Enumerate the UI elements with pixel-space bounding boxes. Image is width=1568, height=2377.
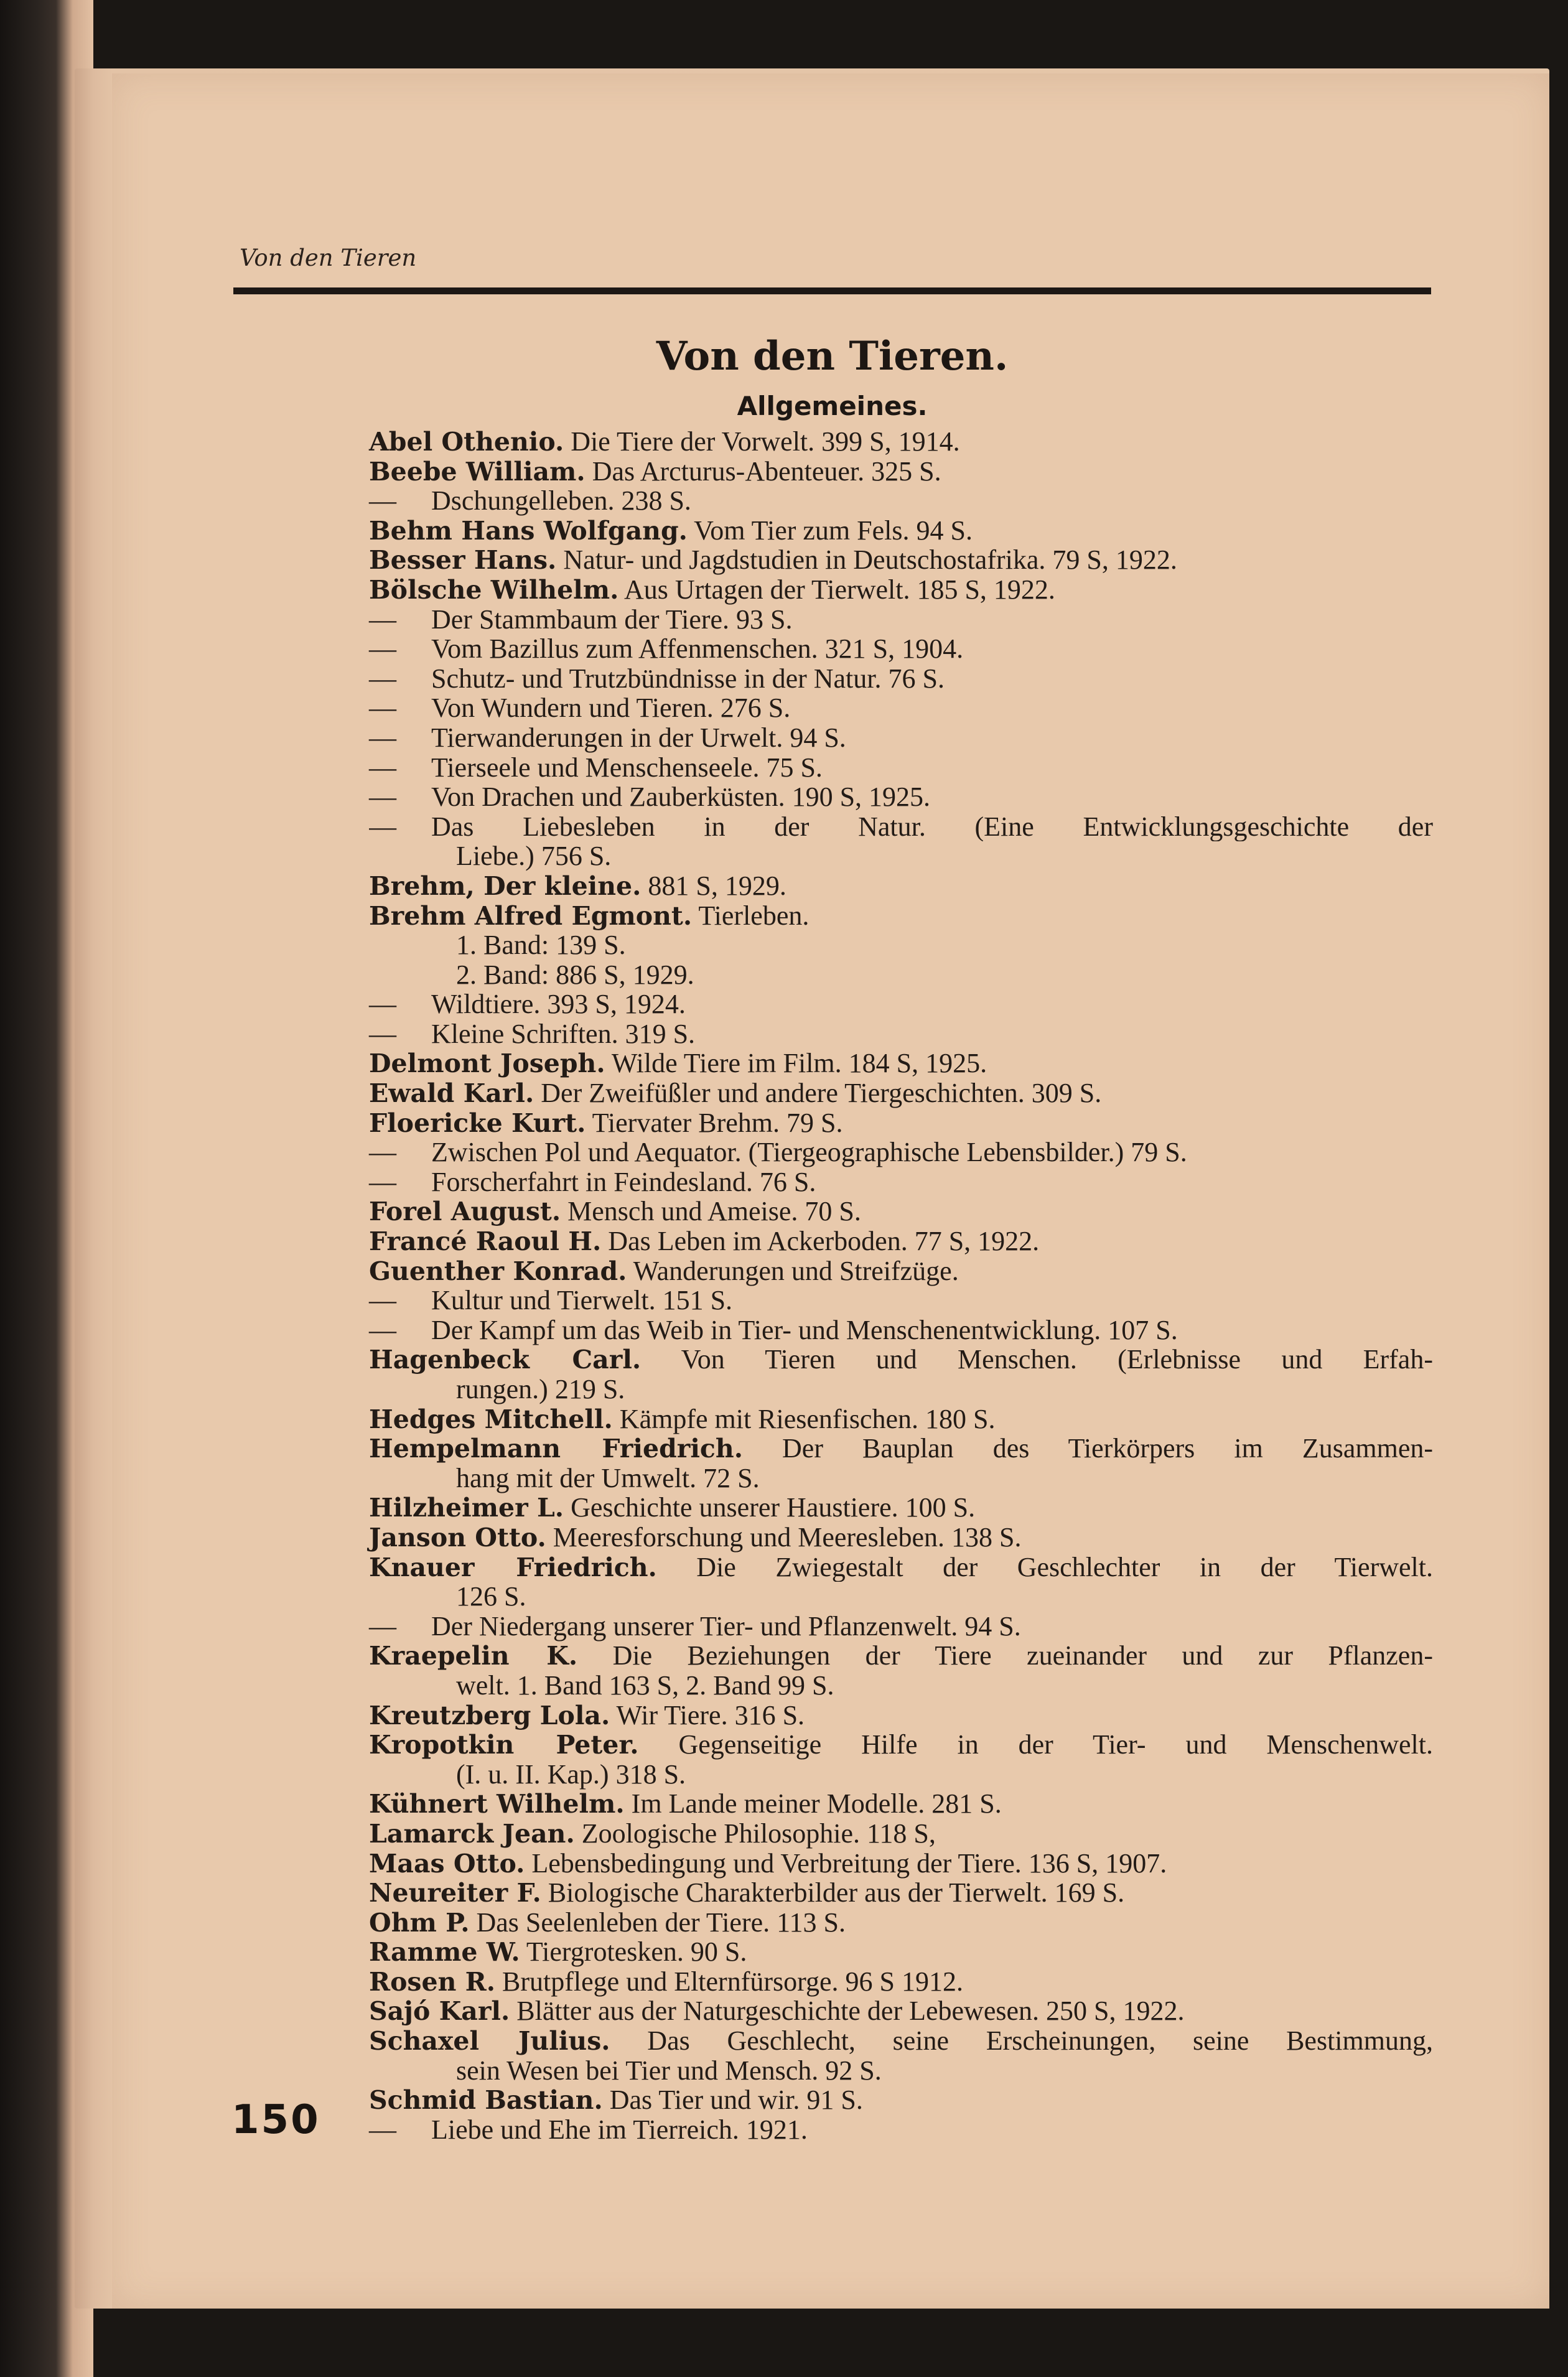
ditto-dash: — [369, 604, 396, 635]
bibliography-line [369, 1789, 1433, 1819]
entry-text: Brutpflege und Elternfürsorge. 96 S 1912. [495, 1966, 963, 1997]
bibliography-line [369, 1819, 1433, 1849]
entry-author: Forel August. [369, 1197, 561, 1227]
entry-author: Abel Othenio. [369, 427, 564, 457]
ditto-dash: — [369, 989, 396, 1020]
bibliography-line [369, 427, 1433, 457]
page-number: 150 [231, 2097, 320, 2143]
entry-author: Hilzheimer L. [369, 1493, 564, 1523]
entry-text: hang mit der Umwelt. 72 S. [456, 1462, 760, 1493]
ditto-dash: — [369, 1137, 396, 1168]
bibliography-line [369, 1937, 1433, 1967]
bibliography-line [369, 1137, 1433, 1167]
bibliography-line [369, 1197, 1433, 1226]
ditto-dash: — [369, 722, 396, 753]
entry-author: Beebe William. [369, 456, 586, 487]
entry-author: Floericke Kurt. [369, 1108, 586, 1138]
bibliography-line [369, 693, 1433, 723]
entry-text: Kleine Schriften. 319 S. [431, 1018, 696, 1049]
entry-text: Das Geschlecht, seine Erscheinungen, seine Bestimmung, [610, 2026, 1433, 2056]
entry-text: Die Tiere der Vorwelt. 399 S, 1914. [564, 426, 960, 457]
entry-text: Zoologische Philosophie. 118 S, [574, 1818, 936, 1849]
bibliography-line [369, 1167, 1433, 1197]
entry-text: Der Zweifüßler und andere Tiergeschichten. 309 S. [534, 1078, 1102, 1109]
entry-text: Im Lande meiner Modelle. 281 S. [624, 1788, 1002, 1819]
bibliography-line [369, 575, 1433, 605]
entry-text: Vom Bazillus zum Affenmenschen. 321 S, 1904. [431, 633, 964, 665]
entry-author: Bölsche Wilhelm. [369, 574, 619, 605]
ditto-dash: — [369, 782, 396, 813]
entry-text: Von Tieren und Menschen. (Erlebnisse und Erfah- [641, 1345, 1433, 1375]
bibliography-line [369, 1019, 1433, 1049]
entry-author: Kreutzberg Lola. [369, 1700, 610, 1730]
entry-text: Tierseele und Menschenseele. 75 S. [431, 752, 823, 783]
entry-author: Brehm Alfred Egmont. [369, 900, 693, 931]
entry-text: Kämpfe mit Riesenfischen. 180 S. [612, 1403, 996, 1434]
ditto-dash: — [369, 1285, 396, 1316]
entry-author: Kühnert Wilhelm. [369, 1789, 625, 1819]
bibliography-line [369, 1464, 1433, 1493]
entry-text: Natur- und Jagdstudien in Deutschostafrika. 79 S, 1922. [556, 544, 1177, 576]
bibliography-line [369, 812, 1433, 842]
entry-author: Schaxel Julius. [369, 2026, 610, 2056]
entry-author: Hagenbeck Carl. [369, 1345, 642, 1375]
entry-text: Blätter aus der Naturgeschichte der Lebewesen. 250 S, 1922. [510, 1996, 1185, 2027]
bibliography-line [369, 1523, 1433, 1553]
entry-text: Vom Tier zum Fels. 94 S. [687, 515, 973, 546]
entry-text: Wilde Tiere im Film. 184 S, 1925. [605, 1048, 987, 1079]
bibliography-line [369, 1641, 1433, 1671]
entry-text: Schutz- und Trutzbündnisse in der Natur. 76 S. [431, 663, 945, 694]
section-title: Von den Tieren. [656, 333, 1009, 380]
entry-author: Sajó Karl. [369, 1996, 510, 2027]
section-subtitle: Allgemeines. [737, 391, 928, 421]
entry-text: Gegenseitige Hilfe in der Tier- und Menschenwelt. [638, 1730, 1433, 1760]
entry-text: Wanderungen und Streifzüge. [627, 1255, 959, 1286]
entry-text: Der Kampf um das Weib in Tier- und Menschenentwicklung. 107 S. [431, 1314, 1178, 1345]
entry-text: Von Wundern und Tieren. 276 S. [431, 693, 791, 724]
bibliography-line [369, 2085, 1433, 2115]
bibliography-line [369, 1048, 1433, 1078]
entry-text: Zwischen Pol und Aequator. (Tiergeographische Lebensbilder.) 79 S. [431, 1137, 1187, 1168]
entry-text: 2. Band: 886 S, 1929. [456, 959, 694, 990]
bibliography-line [369, 782, 1433, 812]
entry-text: Der Bauplan des Tierkörpers im Zusammen- [742, 1434, 1433, 1464]
entry-author: Ohm P. [369, 1907, 470, 1938]
ditto-dash: — [369, 1610, 396, 1641]
bibliography-line [369, 930, 1433, 960]
entry-text: Das Seelenleben der Tiere. 113 S. [469, 1907, 846, 1938]
bibliography-line [369, 1967, 1433, 1997]
entry-text: Das Arcturus-Abenteuer. 325 S. [585, 455, 941, 487]
bibliography-line [369, 1612, 1433, 1641]
entry-author: Rosen R. [369, 1966, 496, 1997]
entry-text: (I. u. II. Kap.) 318 S. [456, 1758, 686, 1790]
entry-author: Knauer Friedrich. [369, 1552, 657, 1582]
bibliography-line [369, 1286, 1433, 1315]
entry-text: 881 S, 1929. [641, 870, 786, 901]
bibliography-line [369, 1434, 1433, 1464]
ditto-dash: — [369, 1166, 396, 1197]
entry-text: Die Zwiegestalt der Geschlechter in der Tierwelt. [656, 1552, 1433, 1582]
bibliography-line [369, 634, 1433, 664]
bibliography-line [369, 1996, 1433, 2026]
entry-text: sein Wesen bei Tier und Mensch. 92 S. [456, 2055, 882, 2086]
entry-text: Tierleben. [692, 900, 810, 931]
bibliography-line [369, 1404, 1433, 1434]
bibliography-line [369, 1315, 1433, 1345]
bibliography-line [369, 545, 1433, 575]
bibliography-line [369, 901, 1433, 931]
entry-text: Biologische Charakterbilder aus der Tierwelt. 169 S. [541, 1877, 1125, 1908]
bibliography-line [369, 1908, 1433, 1938]
bibliography-line [369, 1730, 1433, 1760]
entry-author: Behm Hans Wolfgang. [369, 515, 688, 546]
bibliography-line [369, 1671, 1433, 1701]
bibliography-line [369, 2115, 1433, 2145]
bibliography-line [369, 753, 1433, 783]
bibliography-line [369, 989, 1433, 1019]
entry-text: Tiergrotesken. 90 S. [520, 1936, 747, 1968]
header-rule [233, 287, 1431, 294]
bibliography-line [369, 605, 1433, 635]
bibliography-line [369, 1226, 1433, 1256]
entry-text: Der Stammbaum der Tiere. 93 S. [431, 604, 793, 635]
bibliography-line [369, 2026, 1433, 2056]
entry-author: Hempelmann Friedrich. [369, 1434, 743, 1464]
entry-text: Mensch und Ameise. 70 S. [561, 1196, 861, 1227]
ditto-dash: — [369, 1314, 396, 1345]
bibliography-line [369, 486, 1433, 516]
bibliography-line [369, 457, 1433, 487]
bibliography-line [369, 2056, 1433, 2086]
bibliography-line [369, 841, 1433, 871]
bibliography-line [369, 1849, 1433, 1879]
running-head: Von den Tieren [240, 245, 417, 271]
entry-author: Neureiter F. [369, 1878, 541, 1908]
bibliography-line [369, 871, 1433, 901]
bibliography-line [369, 960, 1433, 990]
entry-text: Wildtiere. 393 S, 1924. [431, 989, 686, 1020]
ditto-dash: — [369, 633, 396, 665]
ditto-dash: — [369, 2114, 396, 2145]
entry-text: rungen.) 219 S. [456, 1374, 625, 1404]
entry-text: Das Tier und wir. 91 S. [602, 2085, 863, 2116]
bibliography-line [369, 1256, 1433, 1286]
entry-text: welt. 1. Band 163 S, 2. Band 99 S. [456, 1670, 834, 1701]
entry-author: Besser Hans. [369, 545, 557, 576]
bibliography-line [369, 1582, 1433, 1612]
entry-text: Forscherfahrt in Feindesland. 76 S. [431, 1166, 816, 1197]
ditto-dash: — [369, 693, 396, 724]
entry-author: Hedges Mitchell. [369, 1404, 613, 1434]
entry-text: 1. Band: 139 S. [456, 930, 626, 961]
entry-author: Ramme W. [369, 1937, 520, 1968]
entry-text: Wir Tiere. 316 S. [610, 1699, 805, 1730]
entry-author: Janson Otto. [369, 1522, 546, 1553]
entry-text: Lebensbedingung und Verbreitung der Tiere. 136 S, 1907. [525, 1847, 1167, 1879]
bibliography-line [369, 1078, 1433, 1108]
bibliography-line [369, 1108, 1433, 1138]
entry-text: Aus Urtagen der Tierwelt. 185 S, 1922. [618, 574, 1055, 605]
entry-text: Kultur und Tierwelt. 151 S. [431, 1285, 733, 1316]
entry-text: Das Leben im Ackerboden. 77 S, 1922. [601, 1226, 1040, 1257]
bibliography-line [369, 1701, 1433, 1730]
entry-text: Liebe und Ehe im Tierreich. 1921. [431, 2114, 808, 2145]
entry-text: Geschichte unserer Haustiere. 100 S. [564, 1492, 976, 1523]
bibliography-line [369, 516, 1433, 546]
entry-text: Der Niedergang unserer Tier- und Pflanzenwelt. 94 S. [431, 1610, 1021, 1641]
entry-text: Die Beziehungen der Tiere zueinander und zur Pflanzen- [577, 1641, 1433, 1671]
entry-author: Maas Otto. [369, 1848, 525, 1879]
entry-author: Kraepelin K. [369, 1641, 578, 1671]
ditto-dash: — [369, 485, 396, 516]
entry-author: Kropotkin Peter. [369, 1730, 639, 1760]
bibliography-line [369, 1760, 1433, 1790]
ditto-dash: — [369, 1018, 396, 1049]
bibliography-line [369, 1345, 1433, 1375]
entry-author: Lamarck Jean. [369, 1818, 575, 1849]
entry-author: Francé Raoul H. [369, 1226, 602, 1257]
entry-author: Schmid Bastian. [369, 2085, 603, 2116]
bibliography-list [369, 427, 1433, 2144]
entry-text: Tiervater Brehm. 79 S. [586, 1107, 843, 1138]
entry-text: Das Liebesleben in der Natur. (Eine Entwicklungsgeschichte der [431, 811, 1433, 842]
bibliography-line [369, 1878, 1433, 1908]
bibliography-line [369, 1493, 1433, 1523]
entry-author: Ewald Karl. [369, 1078, 534, 1109]
ditto-dash: — [369, 811, 396, 842]
entry-text: Tierwanderungen in der Urwelt. 94 S. [431, 722, 846, 753]
entry-author: Guenther Konrad. [369, 1256, 627, 1286]
entry-author: Delmont Joseph. [369, 1048, 605, 1079]
entry-text: Liebe.) 756 S. [456, 841, 612, 872]
entry-text: Dschungelleben. 238 S. [431, 485, 691, 516]
entry-text: Meeresforschung und Meeresleben. 138 S. [546, 1521, 1022, 1553]
entry-text: 126 S. [456, 1581, 526, 1612]
bibliography-line [369, 723, 1433, 753]
ditto-dash: — [369, 752, 396, 783]
entry-author: Brehm, Der kleine. [369, 871, 642, 901]
bibliography-line [369, 1553, 1433, 1582]
ditto-dash: — [369, 663, 396, 694]
entry-text: Von Drachen und Zauberküsten. 190 S, 1925. [431, 782, 931, 813]
bibliography-line [369, 1375, 1433, 1404]
bibliography-line [369, 664, 1433, 694]
